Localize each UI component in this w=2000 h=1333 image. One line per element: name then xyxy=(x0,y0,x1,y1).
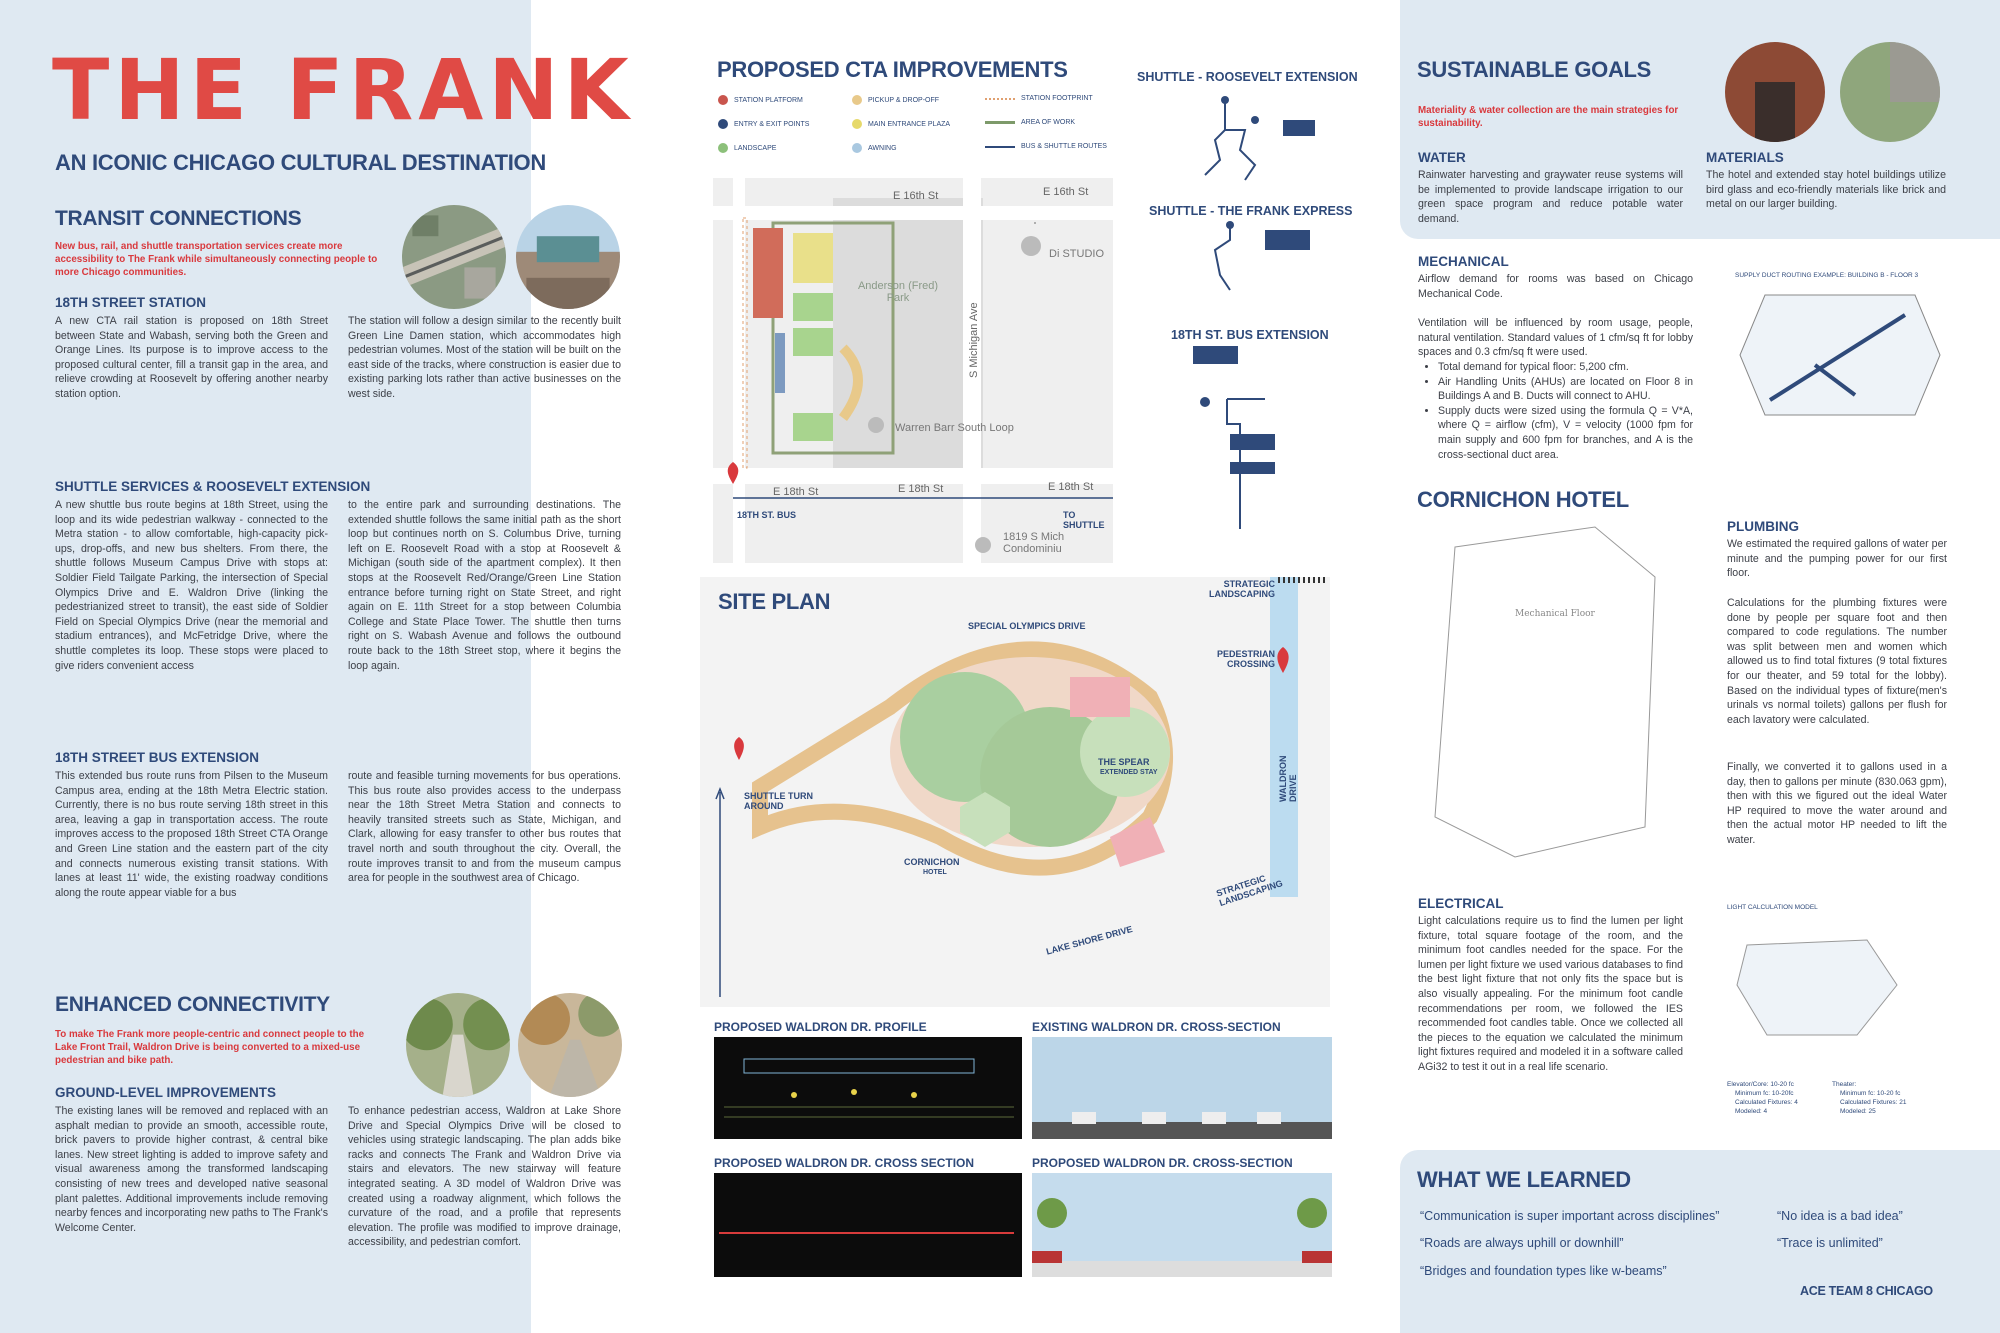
legend-item xyxy=(852,119,950,129)
garden-photo xyxy=(1840,42,1940,142)
legend-swatch xyxy=(985,98,1015,100)
legend-item xyxy=(985,95,1093,102)
map-label: E 18th St xyxy=(1048,481,1094,493)
elevator-stats-title: Elevator/Core: 10-20 fc xyxy=(1727,1081,1794,1088)
materials-title: MATERIALS xyxy=(1706,150,1784,165)
map-label: 1819 S Mich Condominiu xyxy=(1003,531,1065,555)
transit-photo-aerial xyxy=(402,205,506,309)
legend-swatch xyxy=(852,95,862,105)
plumbing-p3: Finally, we converted it to gallons used in a day, then to gallons per minute (830.063 gpm), then with this we figured out the ideal Water HP required to move the water around and then the actual motor HP needed to lift the water. xyxy=(1727,761,1947,846)
map-label: E 18th St xyxy=(898,483,944,495)
legend-swatch xyxy=(718,119,728,129)
legend-swatch xyxy=(852,119,862,129)
hotel-sketch xyxy=(1415,517,1675,867)
mechanical-bullet: • Air Handling Units (AHUs) are located on Floor 8 in Buildings A and B. Ducts will connect to AHU. xyxy=(1438,375,1693,404)
quote: “Communication is super important across disciplines” xyxy=(1420,1209,1720,1223)
plumbing-title: PLUMBING xyxy=(1727,519,1799,534)
legend-swatch xyxy=(718,95,728,105)
quote: “No idea is a bad idea” xyxy=(1777,1209,1903,1223)
elevator-stat: Calculated Fixtures: 4 xyxy=(1735,1099,1798,1106)
legend-item xyxy=(852,143,897,153)
drawing-title: EXISTING WALDRON DR. CROSS-SECTION xyxy=(1032,1020,1281,1034)
elevator-stats xyxy=(1727,1080,1798,1116)
site-label: HOTEL xyxy=(923,869,947,876)
route-title: SHUTTLE - ROOSEVELT EXTENSION xyxy=(1137,70,1358,84)
site-label: EXTENDED STAY xyxy=(1100,769,1158,776)
route-diagram xyxy=(1185,344,1325,539)
site-label: WALDRON DRIVE xyxy=(1278,755,1298,802)
legend-item xyxy=(718,119,809,129)
connectivity-photo-path xyxy=(518,993,622,1097)
elevator-stat: Modeled: 4 xyxy=(1735,1108,1768,1115)
mechanical-title: MECHANICAL xyxy=(1418,254,1509,269)
map-label: E 16th St xyxy=(1043,186,1089,198)
drawing-title: PROPOSED WALDRON DR. CROSS SECTION xyxy=(714,1156,975,1170)
existing-cross-section xyxy=(1032,1037,1332,1139)
shuttle-text-col1: A new shuttle bus route begins at 18th Street, using the loop and its wide pedestrian walkway - connected to the Metra station - to allow comfortable, high-capacity pick-ups, drop-offs, and new bus shelters. From there, the shuttle follows Museum Campus Drive with stops at: Soldier Field Tailgate Parking, the intersection of Special Olympics Drive and E. Waldron Drive (linking the pedestrianized street to transit), the east side of Soldier Field on Special Olympics Drive (near the memorial and stadium entrances), and McFetridge Drive, where the shuttle completes its loop. These stops were placed to give riders convenient access xyxy=(55,499,328,672)
legend-swatch xyxy=(985,121,1015,124)
electrical-text: Light calculations require us to find the lumen per light fixture, total square footage of the room, and the minimum foot candles needed for the space. For the lumen per light fixture we used various databases to find the best light fixture that not only fits the space but is also visually appealing. For the minimum foot candle recommendations per room, we followed the IES recommended foot candles table. Once we collected all the pieces to the equation we calculated the minimum light fixtures required and modeled it in a software called AGi32 to test it out in a real life scenario. xyxy=(1418,915,1683,1073)
mechanical-p2: Ventilation will be influenced by room usage, people, natural ventilation. Standard values of 1 cfm/sq ft for lobby spaces and 0.3 cfm/sq ft were used. xyxy=(1418,317,1693,359)
ground-text-col2: To enhance pedestrian access, Waldron at Lake Shore Drive and Special Olympics Drive will be closed to vehicles using strategic landscaping. The plan adds bike racks and connects The Frank and Waldron Drive via stairs and elevators. The new stairway will feature integrated seating. A 3D model of Waldron Drive was created using a roadway alignment, which follows the curvature of the road, and a profile that represents elevation. The profile was modified to improve drainage, accessibility, and pedestrian comfort. xyxy=(348,1105,621,1249)
light-model xyxy=(1727,925,1907,1045)
map-label: Di STUDIO xyxy=(1049,248,1104,260)
route-title: 18TH ST. BUS EXTENSION xyxy=(1171,328,1329,342)
ground-title: GROUND-LEVEL IMPROVEMENTS xyxy=(55,1085,277,1100)
map-label: E 16th St xyxy=(893,190,939,202)
legend-label: BUS & SHUTTLE ROUTES xyxy=(1021,143,1107,150)
route-diagram xyxy=(1195,220,1325,315)
legend-item xyxy=(985,143,1107,150)
sustainable-heading: SUSTAINABLE GOALS xyxy=(1417,57,1652,82)
map-label: S Michigan Ave xyxy=(968,302,980,378)
proposed-cross-section-2 xyxy=(1032,1173,1332,1277)
plumbing-p2: Calculations for the plumbing fixtures were done by people per square foot and then compared to code regulations. The number was split between men and women which allowed us to find total fixtures (9 total fixtures for our theater, and 59 total for the lobby). Based on the individual types of fixture(men's urinals vs normal toilets) gallons per flush for each lavatory were calculated. xyxy=(1727,597,1947,726)
site-label: SPECIAL OLYMPICS DRIVE xyxy=(968,621,1086,631)
theater-stats xyxy=(1832,1080,1906,1116)
learned-heading: WHAT WE LEARNED xyxy=(1417,1167,1631,1192)
bus-text-col1: This extended bus route runs from Pilsen to the Museum Campus area, ending at the 18th Metra Electric station. Currently, there is no bus route serving 18th street in this area, leaving a gap in transportation access. The route improves access to the proposed 18th Street CTA Orange and Green Line station and the eastern part of the city and connects numerous existing transit stations. With lanes at least 11' wide, the existing roadway conditions along the route appear viable for a bus xyxy=(55,770,328,899)
light-model-caption: LIGHT CALCULATION MODEL xyxy=(1727,904,1818,911)
sustainable-note: Materiality & water collection are the main strategies for sustainability. xyxy=(1418,105,1679,129)
site-label: CORNICHON xyxy=(904,857,960,867)
proposed-cross-section-1 xyxy=(714,1173,1022,1277)
drawing-title: PROPOSED WALDRON DR. CROSS-SECTION xyxy=(1032,1156,1293,1170)
mechanical-bullets xyxy=(1430,360,1693,462)
main-subtitle: AN ICONIC CHICAGO CULTURAL DESTINATION xyxy=(55,150,546,175)
route-diagram xyxy=(1185,90,1315,190)
legend-item xyxy=(852,95,939,105)
cta-map xyxy=(713,178,1113,563)
ground-text-col1: The existing lanes will be removed and replaced with an asphalt median to provide an smooth, accessible route, brick pavers to provide higher contrast, & central bike lanes. New street lighting is added to improve safety and visual awareness among the transformed landscaping consisting of new trees and developed native seasonal plant palettes. Additional improvements include removing nearby fences and incorporating new paths to The Frank's Welcome Center. xyxy=(55,1105,328,1234)
site-label: STRATEGIC LANDSCAPING xyxy=(1208,579,1275,599)
legend-label: LANDSCAPE xyxy=(734,144,777,152)
bus-title: 18TH STREET BUS EXTENSION xyxy=(55,750,260,765)
team-name: ACE TEAM 8 CHICAGO xyxy=(1800,1284,1933,1298)
legend-swatch xyxy=(985,146,1015,148)
legend-swatch xyxy=(718,143,728,153)
theater-stats-title: Theater: xyxy=(1832,1081,1857,1088)
theater-stat: Modeled: 25 xyxy=(1840,1108,1876,1115)
station-text-col1: A new CTA rail station is proposed on 18th Street between State and Wabash, serving both the Green and Orange Lines. Its purpose is to improve access to the proposed cultural center, fill a transit gap in the area, and relieve crowding at Roosevelt by offering another nearby station option. xyxy=(55,315,328,400)
transit-photo-station xyxy=(516,205,620,309)
quote: “Trace is unlimited” xyxy=(1777,1236,1883,1250)
materials-text: The hotel and extended stay hotel buildings utilize bird glass and eco-friendly materials like brick and metal on our larger building. xyxy=(1706,169,1946,211)
mechanical-p1: Airflow demand for rooms was based on Chicago Mechanical Code. xyxy=(1418,273,1693,300)
transit-note: New bus, rail, and shuttle transportation services create more accessibility to The Frank while simultaneously connecting people to more Chicago communities. xyxy=(55,241,378,278)
map-label: Warren Barr South Loop xyxy=(895,422,1014,434)
site-label: SHUTTLE TURN AROUND xyxy=(744,791,813,811)
station-title: 18TH STREET STATION xyxy=(55,295,207,310)
legend-item xyxy=(718,95,803,105)
site-label: PEDESTRIAN CROSSING xyxy=(1216,649,1275,669)
legend-label: ENTRY & EXIT POINTS xyxy=(734,120,810,128)
elevator-stat: Minimum fc: 10-20fc xyxy=(1735,1090,1794,1097)
legend-label: PICKUP & DROP-OFF xyxy=(868,96,940,104)
brick-photo xyxy=(1725,42,1825,142)
legend-item xyxy=(985,119,1075,126)
legend-label: STATION FOOTPRINT xyxy=(1021,95,1093,102)
shuttle-title: SHUTTLE SERVICES & ROOSEVELT EXTENSION xyxy=(55,479,371,494)
site-heading: SITE PLAN xyxy=(718,589,831,614)
legend-label: STATION PLATFORM xyxy=(734,96,803,104)
map-label: E 18th St xyxy=(773,486,819,498)
map-shuttle-label: TO SHUTTLE xyxy=(1063,510,1105,530)
water-title: WATER xyxy=(1418,150,1466,165)
mechanical-bullet: • Total demand for typical floor: 5,200 cfm. xyxy=(1438,360,1693,375)
legend-swatch xyxy=(852,143,862,153)
legend-label: MAIN ENTRANCE PLAZA xyxy=(868,120,951,128)
cta-heading: PROPOSED CTA IMPROVEMENTS xyxy=(717,57,1068,82)
duct-diagram xyxy=(1735,285,1945,425)
map-bus-label: 18TH ST. BUS xyxy=(737,510,797,520)
cornichon-heading: CORNICHON HOTEL xyxy=(1417,487,1629,512)
sketch-label: Mechanical Floor xyxy=(1515,609,1595,619)
connectivity-heading: ENHANCED CONNECTIVITY xyxy=(55,993,330,1016)
site-plan xyxy=(700,577,1330,1007)
theater-stat: Minimum fc: 10-20 fc xyxy=(1840,1090,1901,1097)
shuttle-text-col2: to the entire park and surrounding destinations. The extended shuttle follows the same initial path as the short loop but continues north on S. Columbus Drive, turning left on E. Roosevelt Road with a stop at Roosevelt & Michigan (south side of the apartment complex). It then stops at the Roosevelt Red/Orange/Green Line Station entrance before turning right on State Street, and right again on E. 11th Street for a stop between Columbia College and State Place Tower. The shuttle then turns right on S. Wabash Avenue and follows the outbound route back to the 18th Street stop, where it begins the loop again. xyxy=(348,499,621,672)
site-label: STRATEGIC LANDSCAPING xyxy=(1215,873,1284,909)
mechanical-bullet: • Supply ducts were sized using the formula Q = V*A, where Q = airflow (cfm), V = velocity (1000 fpm for main supply and 600 fpm for branches, and A is the cross-sectional duct area. xyxy=(1438,404,1693,462)
route-title: SHUTTLE - THE FRANK EXPRESS xyxy=(1149,204,1353,218)
connectivity-note: To make The Frank more people-centric and connect people to the Lake Front Trail, Waldron Drive is being converted to a mixed-use pedestrian and bike path. xyxy=(55,1029,365,1066)
legend-label: AREA OF WORK xyxy=(1021,119,1076,126)
bus-text-col2: route and feasible turning movements for bus operations. This bus route also provides access to the underpass near the 18th Street Metra Station and connects to heavily transited streets such as State, Michigan, and Clark, allowing for easy transfer to other bus routes that travel north and south throughout the city. Overall, the route improves transit to and from the museum campus area for people in the southwest area of Chicago. xyxy=(348,770,621,885)
map-label: Anderson (Fred) Park xyxy=(857,280,939,304)
transit-heading: TRANSIT CONNECTIONS xyxy=(55,207,302,230)
electrical-title: ELECTRICAL xyxy=(1418,896,1504,911)
duct-diagram-caption: SUPPLY DUCT ROUTING EXAMPLE: BUILDING B - FLOOR 3 xyxy=(1735,272,1919,279)
site-label: LAKE SHORE DRIVE xyxy=(1045,923,1134,957)
legend-item xyxy=(718,143,776,153)
theater-stat: Calculated Fixtures: 21 xyxy=(1840,1099,1907,1106)
legend-label: AWNING xyxy=(868,144,897,152)
main-title: THE FRANK xyxy=(52,41,634,139)
connectivity-photo-trees xyxy=(406,993,510,1097)
quote: “Roads are always uphill or downhill” xyxy=(1420,1236,1624,1250)
quote: “Bridges and foundation types like w-beams” xyxy=(1420,1264,1667,1278)
station-text-col2: The station will follow a design similar to the recently built Green Line Damen station, which accommodates high pedestrian volumes. Most of the station will be built on the east side of the tracks, where construction is easier due to existing parking lots rather than active businesses on the west side. xyxy=(348,315,621,400)
profile-drawing xyxy=(714,1037,1022,1139)
water-text: Rainwater harvesting and graywater reuse systems will be implemented to provide landscape irrigation to our green space program and reduce potable water demand. xyxy=(1418,169,1683,225)
site-label: THE SPEAR xyxy=(1098,757,1150,767)
drawing-title: PROPOSED WALDRON DR. PROFILE xyxy=(714,1020,927,1034)
plumbing-p1: We estimated the required gallons of water per minute and the pumping power for our first floor. xyxy=(1727,538,1947,580)
